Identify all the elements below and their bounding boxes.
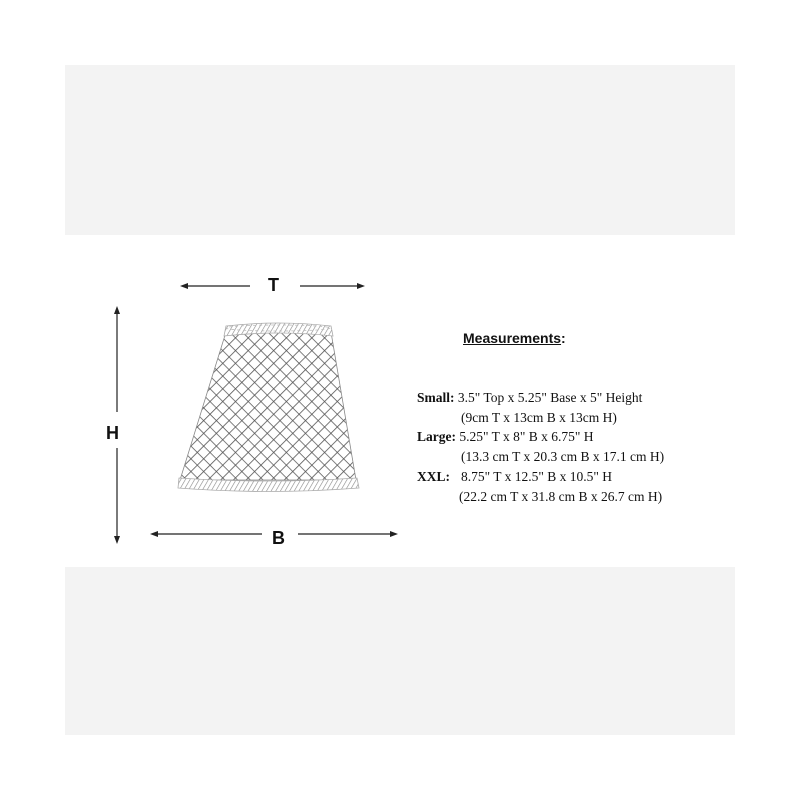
measurements-heading: [463, 330, 566, 346]
measurements-heading-text: Measurements: [463, 330, 562, 346]
measurements-heading-colon: :: [561, 330, 566, 346]
size-large-label: Large:: [417, 429, 456, 444]
size-large-inches: 5.25" T x 8" B x 6.75" H: [459, 429, 594, 444]
size-small-inches: 3.5" Top x 5.25" Base x 5" Height: [457, 390, 643, 405]
lampshade-shape: [178, 323, 359, 492]
size-large-metric: (13.3 cm T x 20.3 cm B x 17.1 cm H): [461, 449, 665, 464]
size-large-row: [417, 430, 594, 444]
size-xxl-label: XXL:: [417, 469, 450, 484]
height-dimension-label: H: [106, 423, 119, 443]
size-small-row: [417, 391, 642, 405]
size-small-label: Small:: [417, 390, 455, 405]
size-xxl-row: [417, 470, 612, 484]
size-xxl-inches: 8.75" T x 12.5" B x 10.5" H: [461, 469, 613, 484]
size-xxl-metric: (22.2 cm T x 31.8 cm B x 26.7 cm H): [459, 489, 663, 504]
size-small-metric: (9cm T x 13cm B x 13cm H): [461, 410, 617, 425]
base-dimension-label: B: [272, 528, 285, 548]
top-dimension-label: T: [268, 275, 279, 295]
